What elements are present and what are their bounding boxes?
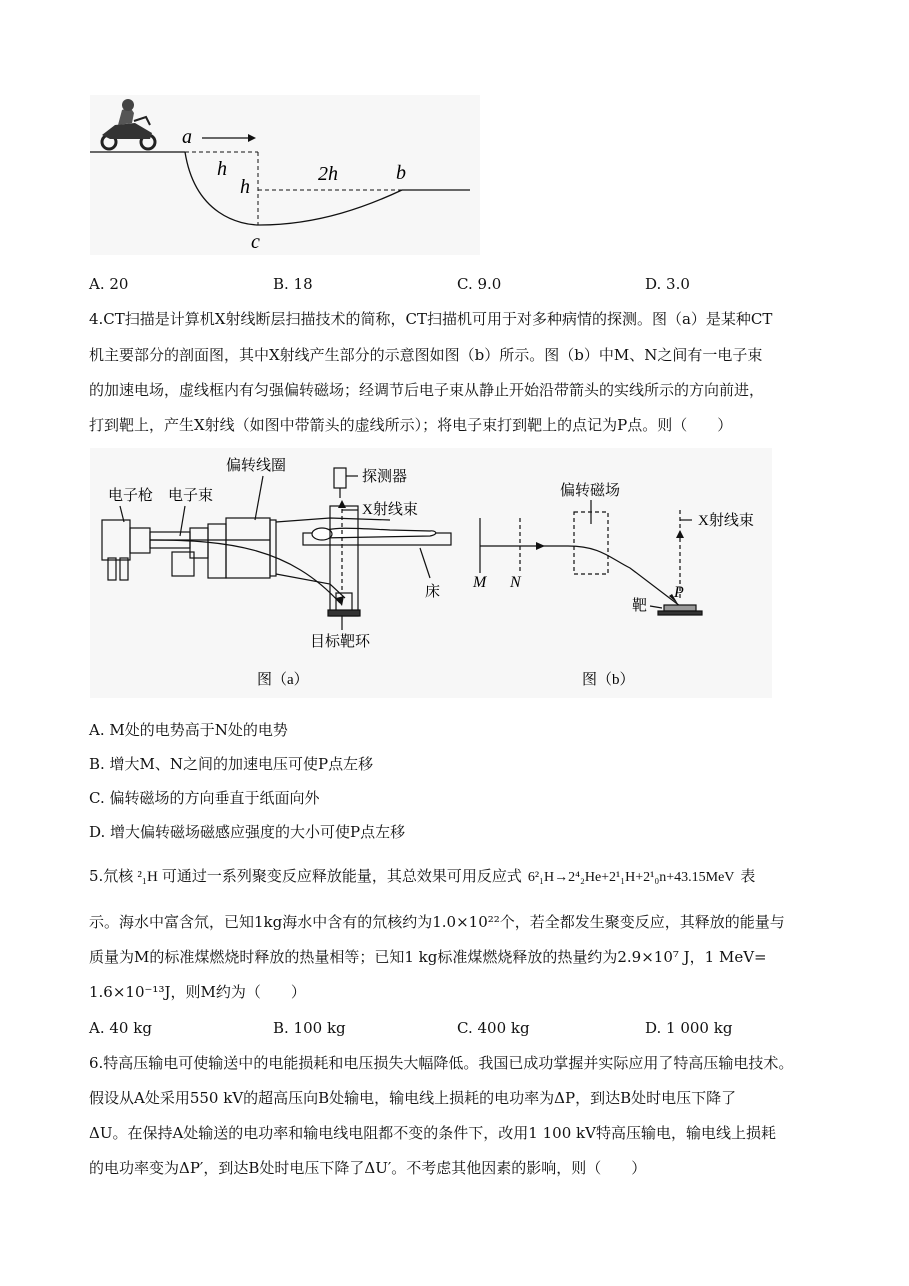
q5-option-c[interactable]: C. 400 kg (457, 1019, 530, 1037)
q5-suffix: 表 (740, 867, 756, 885)
q5-option-d[interactable]: D. 1 000 kg (645, 1019, 733, 1037)
q5-option-b[interactable]: B. 100 kg (273, 1019, 346, 1037)
q6-stem-line2: 假设从A处采用550 kV的超高压向B处输电，输电线上损耗的电功率为ΔP，到达B处时电压下降了 (89, 1089, 737, 1107)
q3-option-b[interactable]: B. 18 (273, 275, 313, 293)
fig-b-label-field: 偏转磁场 (560, 483, 621, 499)
q3-option-d[interactable]: D. 3.0 (645, 275, 690, 293)
label-a: a (182, 126, 192, 148)
q4-option-a[interactable]: A. M处的电势高于N处的电势 (89, 721, 288, 739)
fig-a-caption: 图（a） (257, 672, 309, 688)
q5-stem-line4: 1.6×10⁻¹³J，则M约为（ ） (89, 983, 306, 1001)
q4-stem-line3: 的加速电场，虚线框内有匀强偏转磁场；经调节后电子束从静止开始沿带箭头的实线所示的方向前进， (89, 381, 765, 399)
q4-option-b[interactable]: B. 增大M、N之间的加速电压可使P点左移 (89, 755, 374, 773)
label-b: b (396, 162, 406, 184)
q6-stem-line3: ΔU。在保持A处输送的电功率和输电线电阻都不变的条件下，改用1 100 kV特高压输电，输电线上损耗 (89, 1124, 776, 1142)
q5-stem-line1 (89, 866, 755, 888)
track-figure (90, 95, 480, 255)
fig-b-label-P: P (674, 584, 684, 601)
fig-a-label-gun: 电子枪 (108, 488, 154, 504)
q5-mid: 可通过一系列聚变反应释放能量，其总效果可用反应式 (161, 867, 522, 885)
fig-b-label-xray: X射线束 (698, 513, 754, 529)
fig-b-label-N: N (510, 574, 521, 591)
fig-a-label-coil: 偏转线圈 (226, 458, 287, 474)
q5-equation: 6²₁H→2⁴₂He+2¹₁H+2¹₀n+43.15MeV (527, 870, 735, 885)
q4-stem-line1: 4.CT扫描是计算机X射线断层扫描技术的简称，CT扫描机可用于对多种病情的探测。图（a）是某种CT (89, 310, 773, 328)
q5-prefix: 5.氘核 (89, 867, 134, 885)
fig-a-label-ring: 目标靶环 (310, 634, 371, 650)
fig-b-label-target: 靶 (632, 598, 648, 614)
q4-option-d[interactable]: D. 增大偏转磁场磁感应强度的大小可使P点左移 (89, 823, 406, 841)
label-2h: 2h (318, 163, 338, 185)
q6-stem-line1: 6.特高压输电可使输送中的电能损耗和电压损失大幅降低。我国已成功掌握并实际应用了特高压输电技术。 (89, 1054, 794, 1072)
q4-stem-line4: 打到靶上，产生X射线（如图中带箭头的虚线所示）；将电子束打到靶上的点记为P点。则（ ） (89, 416, 733, 434)
q5-stem-line2: 示。海水中富含氘，已知1kg海水中含有的氘核约为1.0×10²²个，若全都发生聚变反应，其释放的能量与 (89, 913, 785, 931)
label-c: c (251, 231, 260, 253)
q3-option-a[interactable]: A. 20 (89, 275, 129, 293)
fig-a-label-xray: X射线束 (362, 502, 418, 518)
fig-b-label-M: M (473, 574, 487, 591)
fig-a-label-detector: 探测器 (362, 469, 408, 485)
q4-option-c[interactable]: C. 偏转磁场的方向垂直于纸面向外 (89, 789, 320, 807)
q5-nuclide: ²₁H (137, 869, 158, 885)
ct-figure (90, 448, 772, 698)
label-h1: h (217, 158, 227, 180)
label-h2: h (240, 176, 250, 198)
q4-stem-line2: 机主要部分的剖面图，其中X射线产生部分的示意图如图（b）所示。图（b）中M、N之间有一电子束 (89, 346, 763, 364)
fig-a-label-beam: 电子束 (168, 488, 214, 504)
q3-option-c[interactable]: C. 9.0 (457, 275, 502, 293)
fig-b-caption: 图（b） (582, 672, 635, 688)
q6-stem-line4: 的电功率变为ΔP′，到达B处时电压下降了ΔU′。不考虑其他因素的影响，则（ ） (89, 1159, 647, 1177)
fig-a-label-bed: 床 (425, 584, 441, 600)
q5-option-a[interactable]: A. 40 kg (89, 1019, 152, 1037)
q5-stem-line3: 质量为M的标准煤燃烧时释放的热量相等；已知1 kg标准煤燃烧释放的热量约为2.9×10⁷ J，1 MeV= (89, 948, 767, 966)
